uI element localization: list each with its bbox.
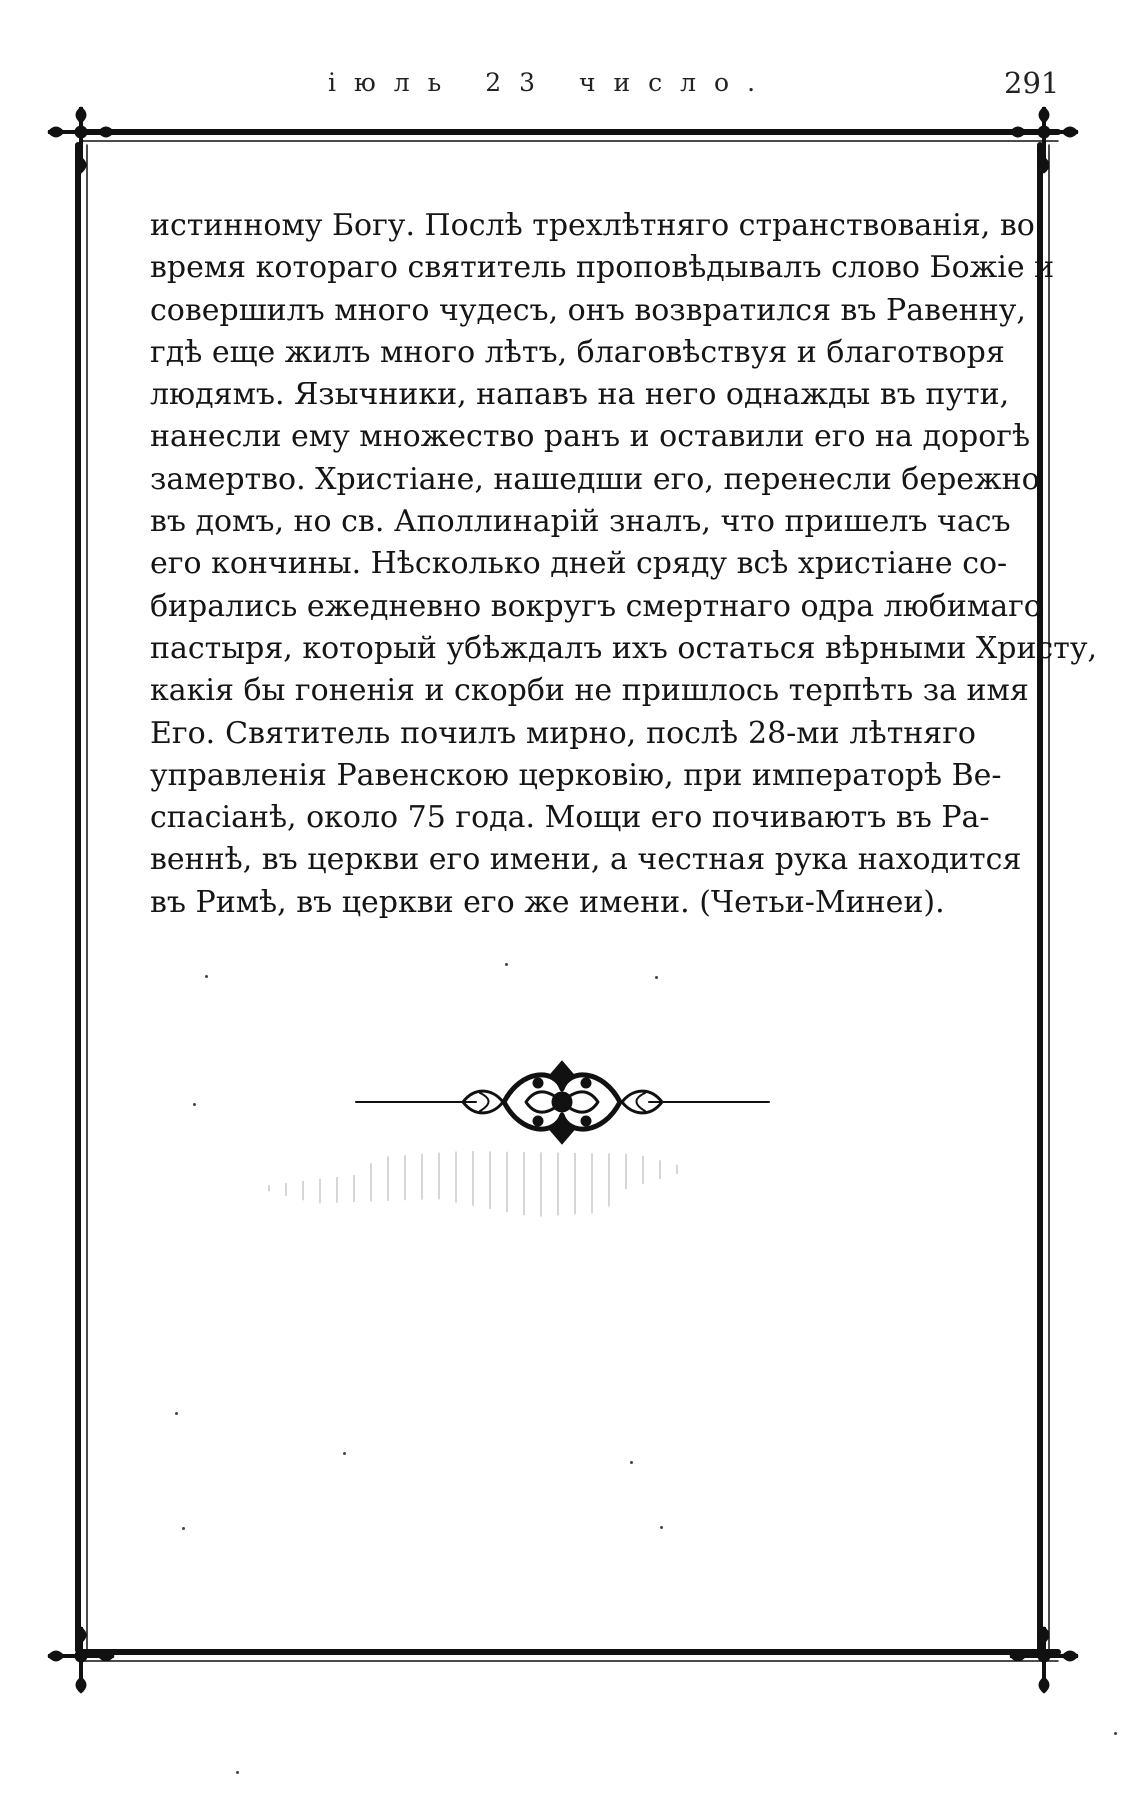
text-line: Его. Святитель почилъ мирно, послѣ 28-ми лѣтняго: [150, 715, 976, 751]
text-line: время котораго святитель проповѣдывалъ слово Божіе и: [150, 250, 1055, 286]
text-line: людямъ. Язычники, напавъ на него однажды въ пути,: [150, 377, 1010, 413]
text-line: истинному Богу. Послѣ трехлѣтняго странствованія, во: [150, 208, 1035, 243]
ink-speck: [205, 975, 208, 978]
ornamental-cross-icon: [1010, 107, 1078, 173]
ink-speck: [193, 1103, 196, 1106]
ink-speck: [343, 1452, 346, 1455]
text-line: совершилъ много чудесъ, онъ возвратился въ Равенну,: [150, 292, 1026, 328]
running-title: іюль 23 число.: [328, 68, 774, 97]
running-head: [0, 58, 1140, 98]
ink-speck: [236, 1771, 239, 1774]
ornamental-cross-icon: [48, 107, 114, 173]
page-number: 291: [1004, 66, 1060, 100]
text-line: какія бы гоненія и скорби не пришлось терпѣть за имя: [150, 673, 1029, 709]
ornamental-cross-icon: [1010, 1627, 1078, 1693]
show-through-text-shadow: [175, 1145, 815, 1295]
ink-speck: [182, 1527, 185, 1530]
text-line: въ домъ, но св. Аполлинарій зналъ, что пришелъ часъ: [150, 504, 1011, 540]
text-line: управленія Равенскою церковію, при императорѣ Ве-: [150, 757, 1002, 793]
ornamental-cross-icon: [48, 1627, 114, 1693]
text-line: нанесли ему множество ранъ и оставили его на дорогѣ: [150, 419, 1031, 455]
text-line: спасіанѣ, около 75 года. Мощи его почиваютъ въ Ра-: [150, 800, 990, 836]
text-line: въ Римѣ, въ церкви его же имени. (Четьи-Минеи).: [150, 884, 945, 920]
ink-speck: [505, 963, 508, 966]
text-line: его кончины. Нѣсколько дней сряду всѣ христіане со-: [150, 546, 1008, 582]
ink-speck: [630, 1461, 633, 1464]
body-text: [150, 205, 1098, 924]
ink-speck: [660, 1526, 663, 1529]
text-line: веннѣ, въ церкви его имени, а честная рука находится: [150, 842, 1022, 878]
text-line: бирались ежедневно вокругъ смертнаго одра любимаго: [150, 588, 1042, 624]
ink-speck: [175, 1412, 178, 1415]
text-line: замертво. Христіане, нашедши его, перенесли бережно: [150, 461, 1040, 497]
text-line: гдѣ еще жилъ много лѣтъ, благовѣствуя и благотворя: [150, 334, 1005, 370]
text-line: пастыря, который убѣждалъ ихъ остаться вѣрными Христу,: [150, 630, 1098, 666]
ink-speck: [655, 976, 658, 979]
tailpiece-flourish-icon: [350, 1055, 775, 1150]
ink-speck: [1114, 1732, 1117, 1735]
